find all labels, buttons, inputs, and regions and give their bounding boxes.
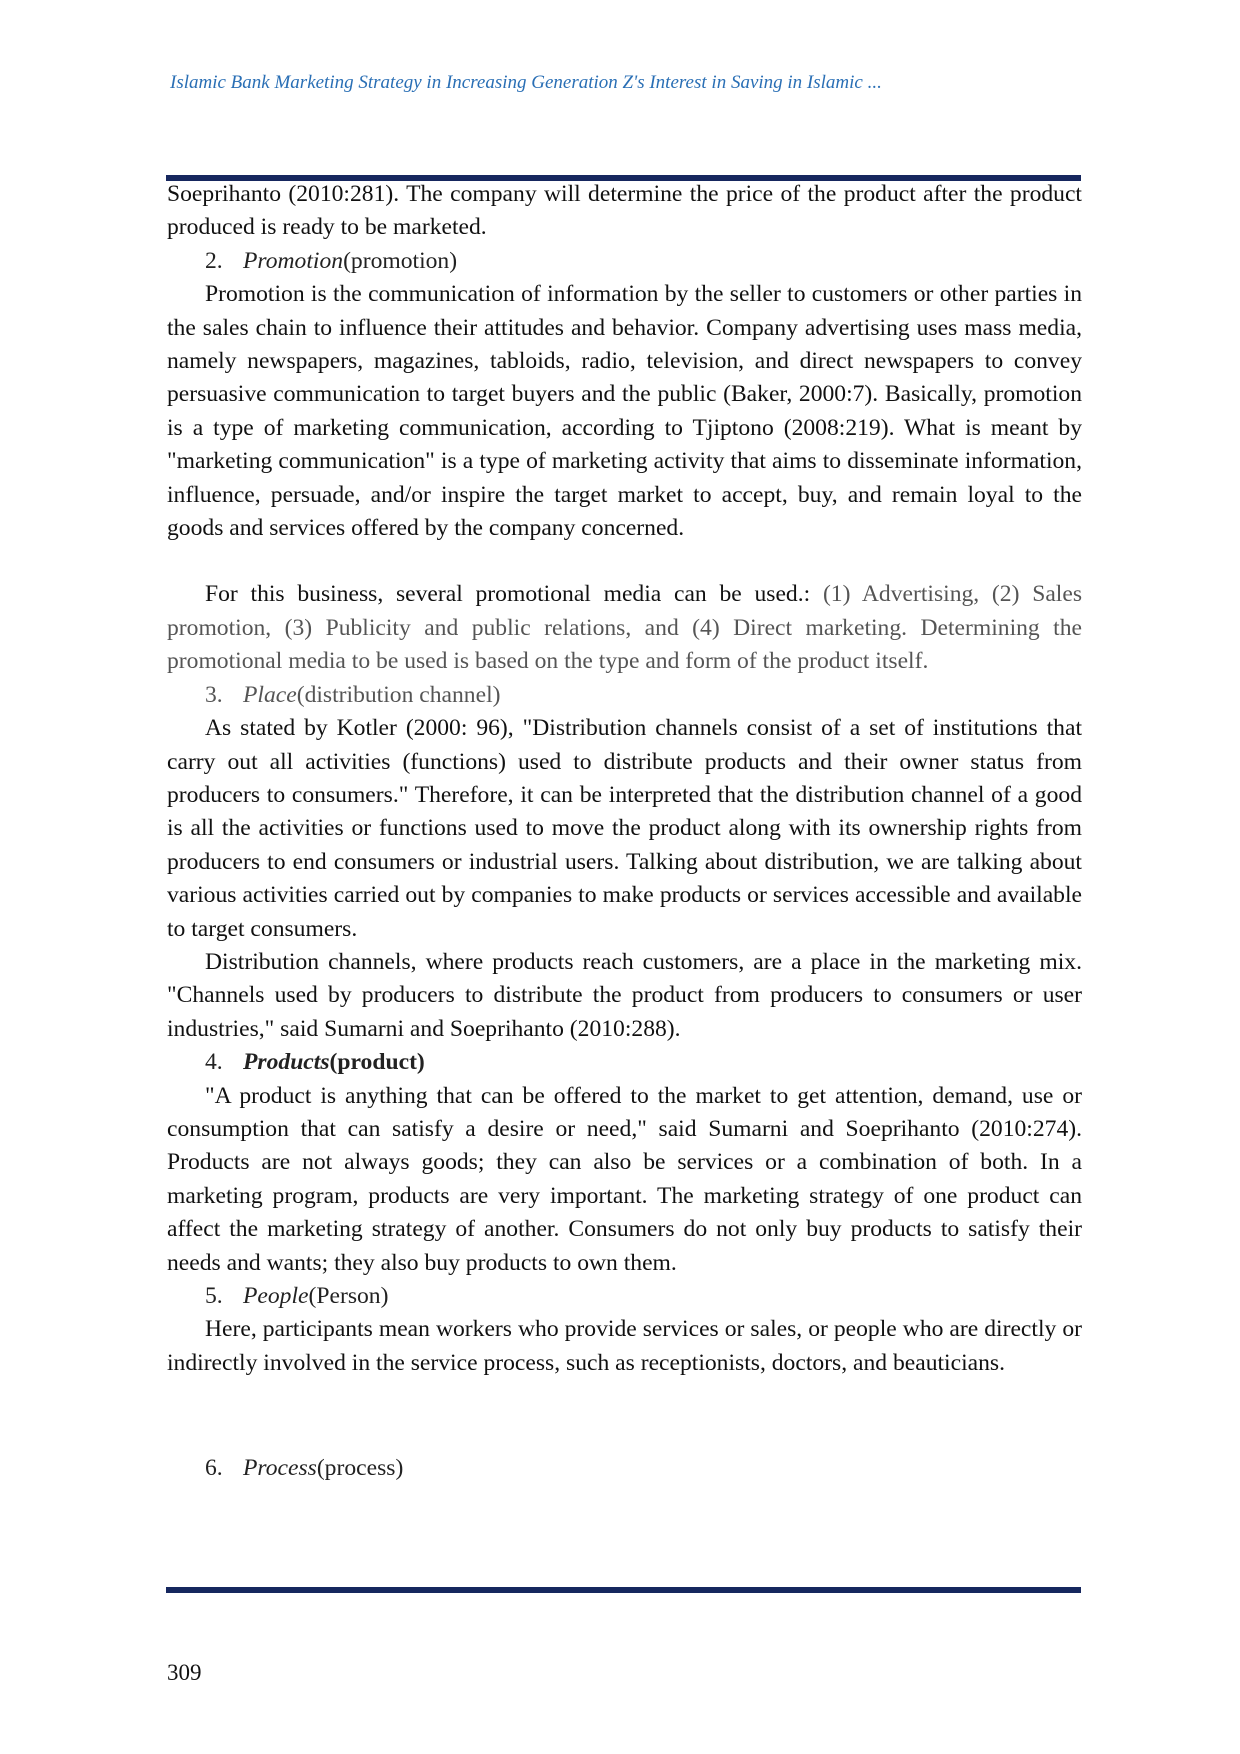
list-number: 5. [205, 1283, 223, 1309]
products-paragraph: "A product is anything that can be offered to the market to get attention, demand, use or consumption that can satisfy a desire or need," said Sumarni and Soeprihanto (2010:274). Products are not always goods; they can also be services or a combination of both. In a marketing program, products are very important. The marketing strategy of one product can affect the marketing strategy of another. Consumers do not only buy products to satisfy their needs and wants; they also buy products to own them. [167, 1082, 1082, 1276]
list-item-products [167, 1046, 1082, 1079]
list-item-process [167, 1452, 1082, 1485]
list-gloss: (product) [329, 1049, 425, 1076]
list-item-promotion [167, 245, 1082, 278]
intro-paragraph: Soeprihanto (2010:281). The company will determine the price of the product after the product produced is ready to be marketed. [167, 181, 1082, 241]
list-term: Place [243, 681, 297, 708]
list-term: Promotion [243, 247, 344, 274]
running-header: Islamic Bank Marketing Strategy in Increasing Generation Z's Interest in Saving in Islamic ... [170, 72, 882, 93]
list-gloss: (distribution channel) [296, 681, 501, 708]
promotional-media-paragraph [167, 578, 1082, 678]
page-body [167, 178, 1082, 1486]
list-term: Process [243, 1455, 317, 1482]
place-paragraph-2: Distribution channels, where products reach customers, are a place in the marketing mix. "Channels used by producers to distribute the product from producers to consumers or user industries," said Sumarni and Soeprihanto (2010:288). [167, 948, 1082, 1042]
list-number: 3. [205, 681, 223, 708]
promotional-media-lead: For this business, several promotional media can be used.: [205, 581, 823, 608]
list-item-people [167, 1280, 1082, 1313]
list-term: Products [243, 1049, 330, 1076]
list-number: 4. [205, 1049, 223, 1076]
people-paragraph: Here, participants mean workers who provide services or sales, or people who are directly or indirectly involved in the service process, such as receptionists, doctors, and beauticians. [167, 1316, 1082, 1376]
list-item-place [167, 679, 1082, 712]
list-number: 2. [205, 247, 223, 274]
bottom-rule [166, 1587, 1081, 1593]
page-number: 309 [167, 1660, 202, 1685]
promotion-paragraph: Promotion is the communication of information by the seller to customers or other parties in the sales chain to influence their attitudes and behavior. Company advertising uses mass media, namely newspapers, magazines, tabloids, radio, television, and direct newspapers to convey persuasive communication to target buyers and the public (Baker, 2000:7). Basically, promotion is a type of marketing communication, according to Tjiptono (2008:219). What is meant by "marketing communication" is a type of marketing activity that aims to disseminate information, influence, persuade, and/or inspire the target market to accept, buy, and remain loyal to the goods and services offered by the company concerned. [167, 281, 1082, 542]
list-term: People [243, 1283, 309, 1309]
place-paragraph-1: As stated by Kotler (2000: 96), "Distribution channels consist of a set of institutions that carry out all activities (functions) used to distribute products and their owner status from producers to consumers." Therefore, it can be interpreted that the distribution channel of a good is all the activities or functions used to move the product along with its ownership rights from producers to end consumers or industrial users. Talking about distribution, we are talking about various activities carried out by companies to make products or services accessible and available to target consumers. [167, 715, 1082, 942]
promotional-media-list: (1) Advertising, (2) Sales promotion, (3) Publicity and public relations, and (4) Direct marketing. Determining the promotional media to be used is based on the type and form of the product itself. [167, 581, 1082, 675]
list-number: 6. [205, 1455, 223, 1482]
list-gloss: (promotion) [343, 247, 458, 274]
list-gloss: (process) [316, 1455, 404, 1482]
list-gloss: (Person) [308, 1283, 389, 1309]
